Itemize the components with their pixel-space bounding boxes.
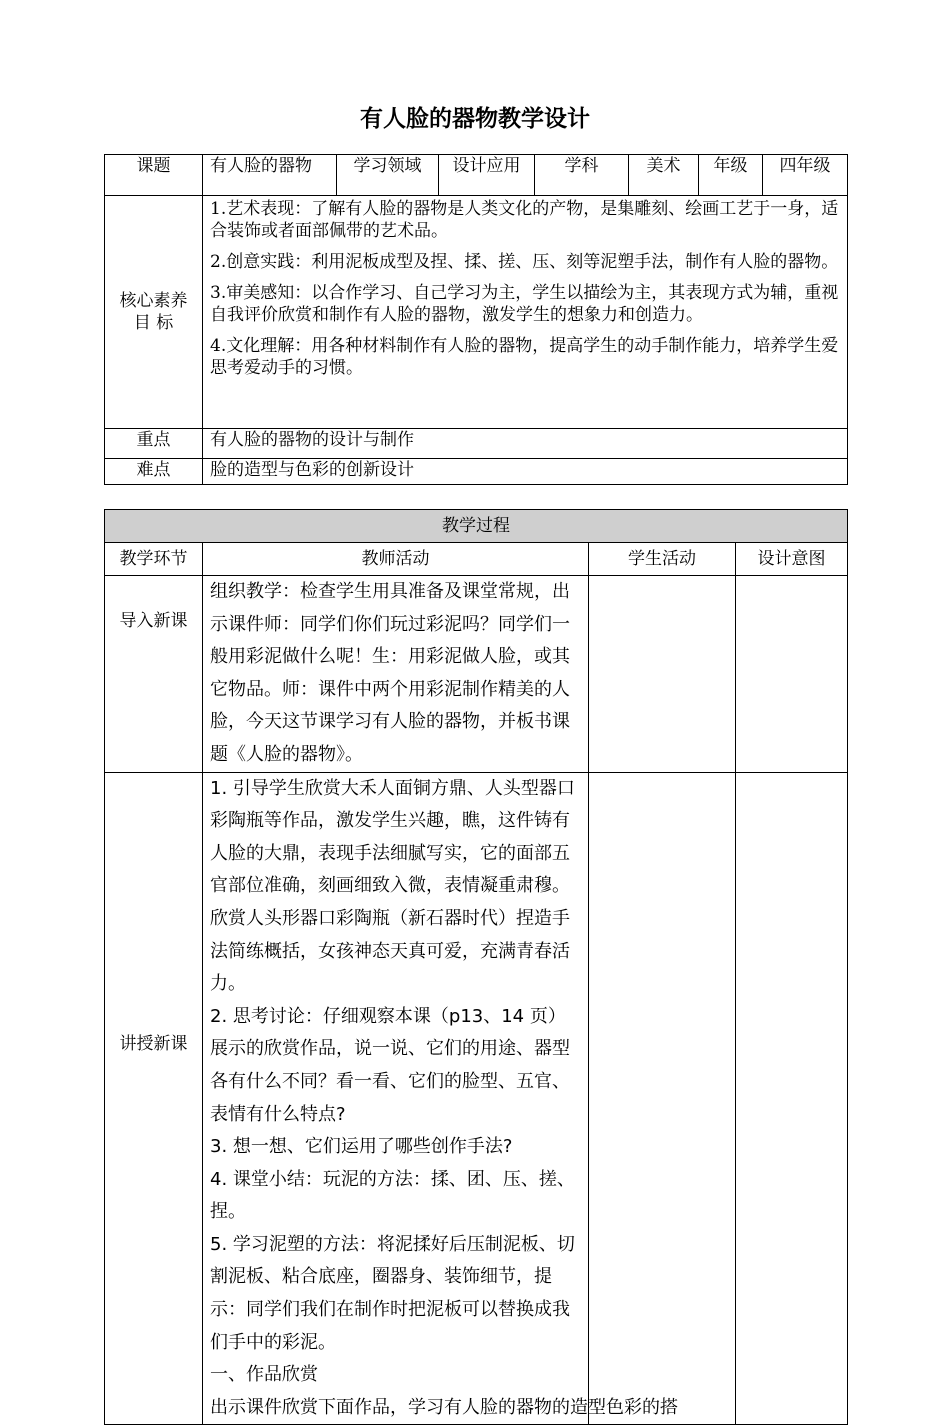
lesson-paragraph: 3. 想一想、它们运用了哪些创作手法? [210, 1136, 513, 1158]
header-intent: 设计意图 [736, 543, 848, 576]
intro-intent [736, 576, 848, 773]
key-point-value: 有人脸的器物的设计与制作 [203, 429, 848, 459]
grade-value: 四年级 [763, 155, 848, 196]
new-lesson-student-activity [589, 772, 736, 1425]
section-heading: 一、作品欣赏 [210, 1364, 318, 1386]
grade-label: 年级 [699, 155, 763, 196]
goals-label: 核心素养 目 标 [105, 196, 203, 429]
topic-label: 课题 [105, 155, 203, 196]
lesson-paragraph: 4. 课堂小结：玩泥的方法：揉、团、压、搓、捏。 [210, 1168, 575, 1223]
intro-stage: 导入新课 [105, 576, 203, 773]
subject-value: 美术 [629, 155, 699, 196]
lesson-last-line: 出示课件欣赏下面作品，学习有人脸的器物的造型色彩的搭 [210, 1396, 678, 1418]
field-value: 设计应用 [439, 155, 535, 196]
difficulty-label: 难点 [105, 459, 203, 485]
goal-item: 3.审美感知：以合作学习、自己学习为主，学生以描绘为主，其表现方式为辅，重视自我评价欣赏和制作有人脸的器物，激发学生的想象力和创造力。 [210, 283, 839, 325]
field-label: 学习领域 [337, 155, 439, 196]
goal-item: 2.创意实践：利用泥板成型及捏、揉、搓、压、刻等泥塑手法，制作有人脸的器物。 [210, 252, 839, 272]
new-lesson-teacher-activity [203, 772, 678, 1425]
key-point-label: 重点 [105, 429, 203, 459]
lesson-paragraph: 2. 思考讨论：仔细观察本课（p13、14 页）展示的欣赏作品，说一说、它们的用途、器型各有什么不同？看一看、它们的脸型、五官、表情有什么特点? [210, 1005, 570, 1125]
new-lesson-stage: 讲授新课 [105, 772, 203, 1425]
header-stage: 教学环节 [105, 543, 203, 576]
teaching-process-table [104, 509, 848, 1425]
page-title: 有人脸的器物教学设计 [360, 106, 590, 132]
header-student: 学生活动 [589, 543, 736, 576]
subject-label: 学科 [535, 155, 629, 196]
process-title: 教学过程 [105, 510, 848, 543]
topic-value: 有人脸的器物 [203, 155, 337, 196]
goal-item: 1.艺术表现：了解有人脸的器物是人类文化的产物，是集雕刻、绘画工艺于一身，适合装饰或者面部佩带的艺术品。 [210, 199, 839, 241]
intro-student-activity [589, 576, 736, 773]
goals-cell [203, 196, 848, 429]
new-lesson-intent [736, 772, 848, 1425]
header-teacher: 教师活动 [203, 543, 589, 576]
intro-teacher-activity: 组织教学：检查学生用具准备及课堂常规，出示课件师：同学们你们玩过彩泥吗？同学们一般用彩泥做什么呢！生：用彩泥做人脸，或其它物品。师：课件中两个用彩泥制作精美的人脸，今天这节课学习有人脸的器物，并板书课题《人脸的器物》。 [203, 576, 589, 773]
lesson-paragraph: 1. 引导学生欣赏大禾人面铜方鼎、人头型器口彩陶瓶等作品，激发学生兴趣，瞧，这件铸有人脸的大鼎，表现手法细腻写实，它的面部五官部位准确，刻画细致入微，表情凝重肃穆。欣赏人头形器口彩陶瓶（新石器时代）捏造手法简练概括，女孩神态天真可爱，充满青春活力。 [210, 777, 575, 995]
goal-item: 4.文化理解：用各种材料制作有人脸的器物，提高学生的动手制作能力，培养学生爱思考爱动手的习惯。 [210, 336, 839, 378]
lesson-info-table [104, 154, 848, 485]
lesson-paragraph: 5. 学习泥塑的方法：将泥揉好后压制泥板、切割泥板、粘合底座，圈器身、装饰细节，提示：同学们我们在制作时把泥板可以替换成我们手中的彩泥。 [210, 1233, 575, 1353]
difficulty-value: 脸的造型与色彩的创新设计 [203, 459, 848, 485]
